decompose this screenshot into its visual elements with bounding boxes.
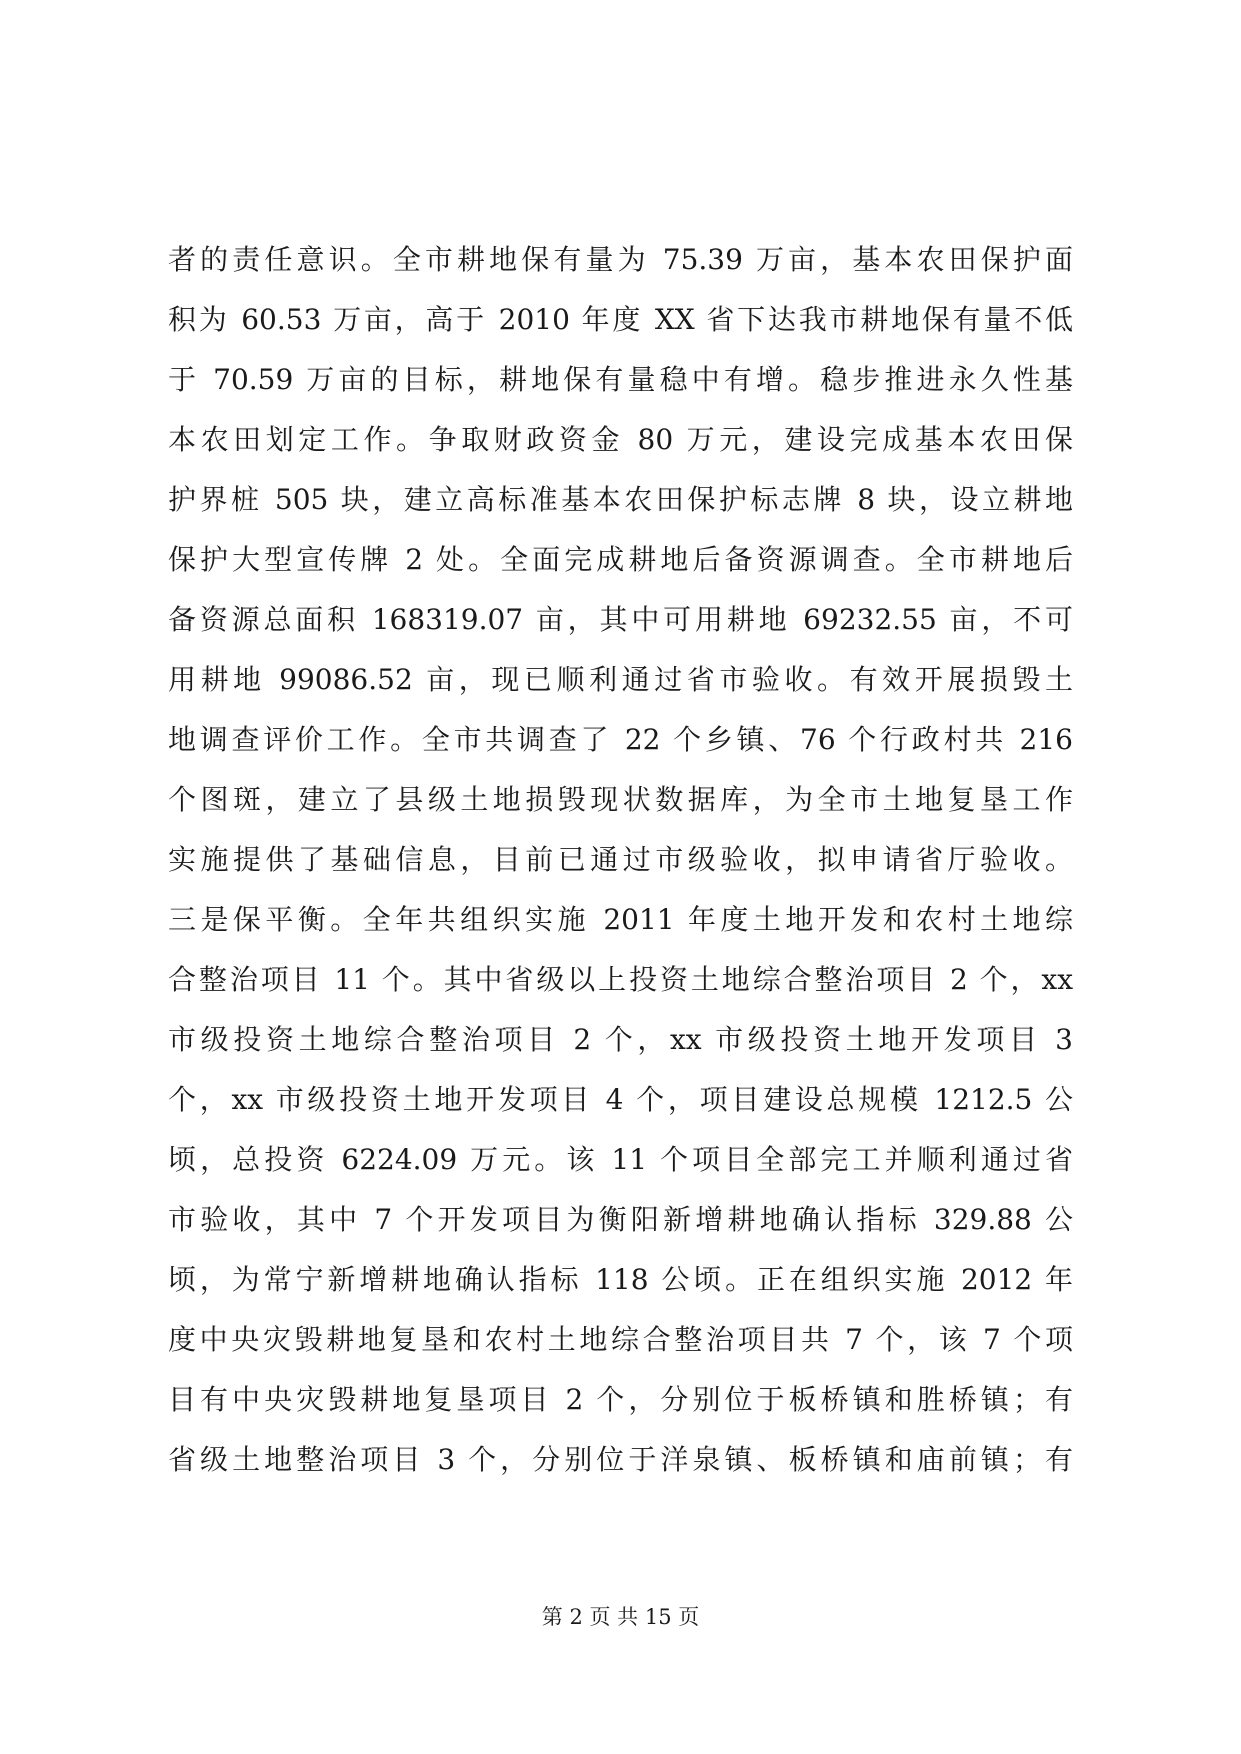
text-line: 市验收，其中 7 个开发项目为衡阳新增耕地确认指标 329.88 公 <box>168 1203 1073 1236</box>
text-line: 顷，为常宁新增耕地确认指标 118 公顷。正在组织实施 2012 年 <box>168 1263 1073 1296</box>
text-line: 个，xx 市级投资土地开发项目 4 个，项目建设总规模 1212.5 公 <box>168 1083 1073 1116</box>
text-line: 积为 60.53 万亩，高于 2010 年度 XX 省下达我市耕地保有量不低 <box>168 303 1073 336</box>
text-line: 顷，总投资 6224.09 万元。该 11 个项目全部完工并顺利通过省 <box>168 1143 1073 1176</box>
page-footer: 第 2 页 共 15 页 <box>541 1605 700 1629</box>
text-line: 护界桩 505 块，建立高标准基本农田保护标志牌 8 块，设立耕地 <box>168 483 1073 516</box>
text-line: 合整治项目 11 个。其中省级以上投资土地综合整治项目 2 个，xx <box>168 963 1073 996</box>
text-line: 市级投资土地综合整治项目 2 个，xx 市级投资土地开发项目 3 <box>168 1023 1073 1056</box>
text-line: 于 70.59 万亩的目标，耕地保有量稳中有增。稳步推进永久性基 <box>168 363 1073 396</box>
text-line: 保护大型宣传牌 2 处。全面完成耕地后备资源调查。全市耕地后 <box>168 543 1073 576</box>
text-line: 省级土地整治项目 3 个，分别位于洋泉镇、板桥镇和庙前镇；有 <box>168 1443 1073 1476</box>
text-line: 个图斑，建立了县级土地损毁现状数据库，为全市土地复垦工作 <box>168 783 1073 816</box>
text-line: 度中央灾毁耕地复垦和农村土地综合整治项目共 7 个，该 7 个项 <box>168 1323 1073 1356</box>
text-line: 用耕地 99086.52 亩，现已顺利通过省市验收。有效开展损毁土 <box>168 663 1073 696</box>
text-line: 地调查评价工作。全市共调查了 22 个乡镇、76 个行政村共 216 <box>168 723 1073 756</box>
text-line: 者的责任意识。全市耕地保有量为 75.39 万亩，基本农田保护面 <box>168 243 1073 276</box>
text-line: 三是保平衡。全年共组织实施 2011 年度土地开发和农村土地综 <box>168 903 1073 936</box>
text-line: 本农田划定工作。争取财政资金 80 万元，建设完成基本农田保 <box>168 423 1073 456</box>
text-line: 备资源总面积 168319.07 亩，其中可用耕地 69232.55 亩，不可 <box>168 603 1073 636</box>
text-line: 实施提供了基础信息，目前已通过市级验收，拟申请省厅验收。 <box>168 843 1073 876</box>
body-text <box>168 230 1073 1490</box>
text-line: 目有中央灾毁耕地复垦项目 2 个，分别位于板桥镇和胜桥镇；有 <box>168 1383 1073 1416</box>
